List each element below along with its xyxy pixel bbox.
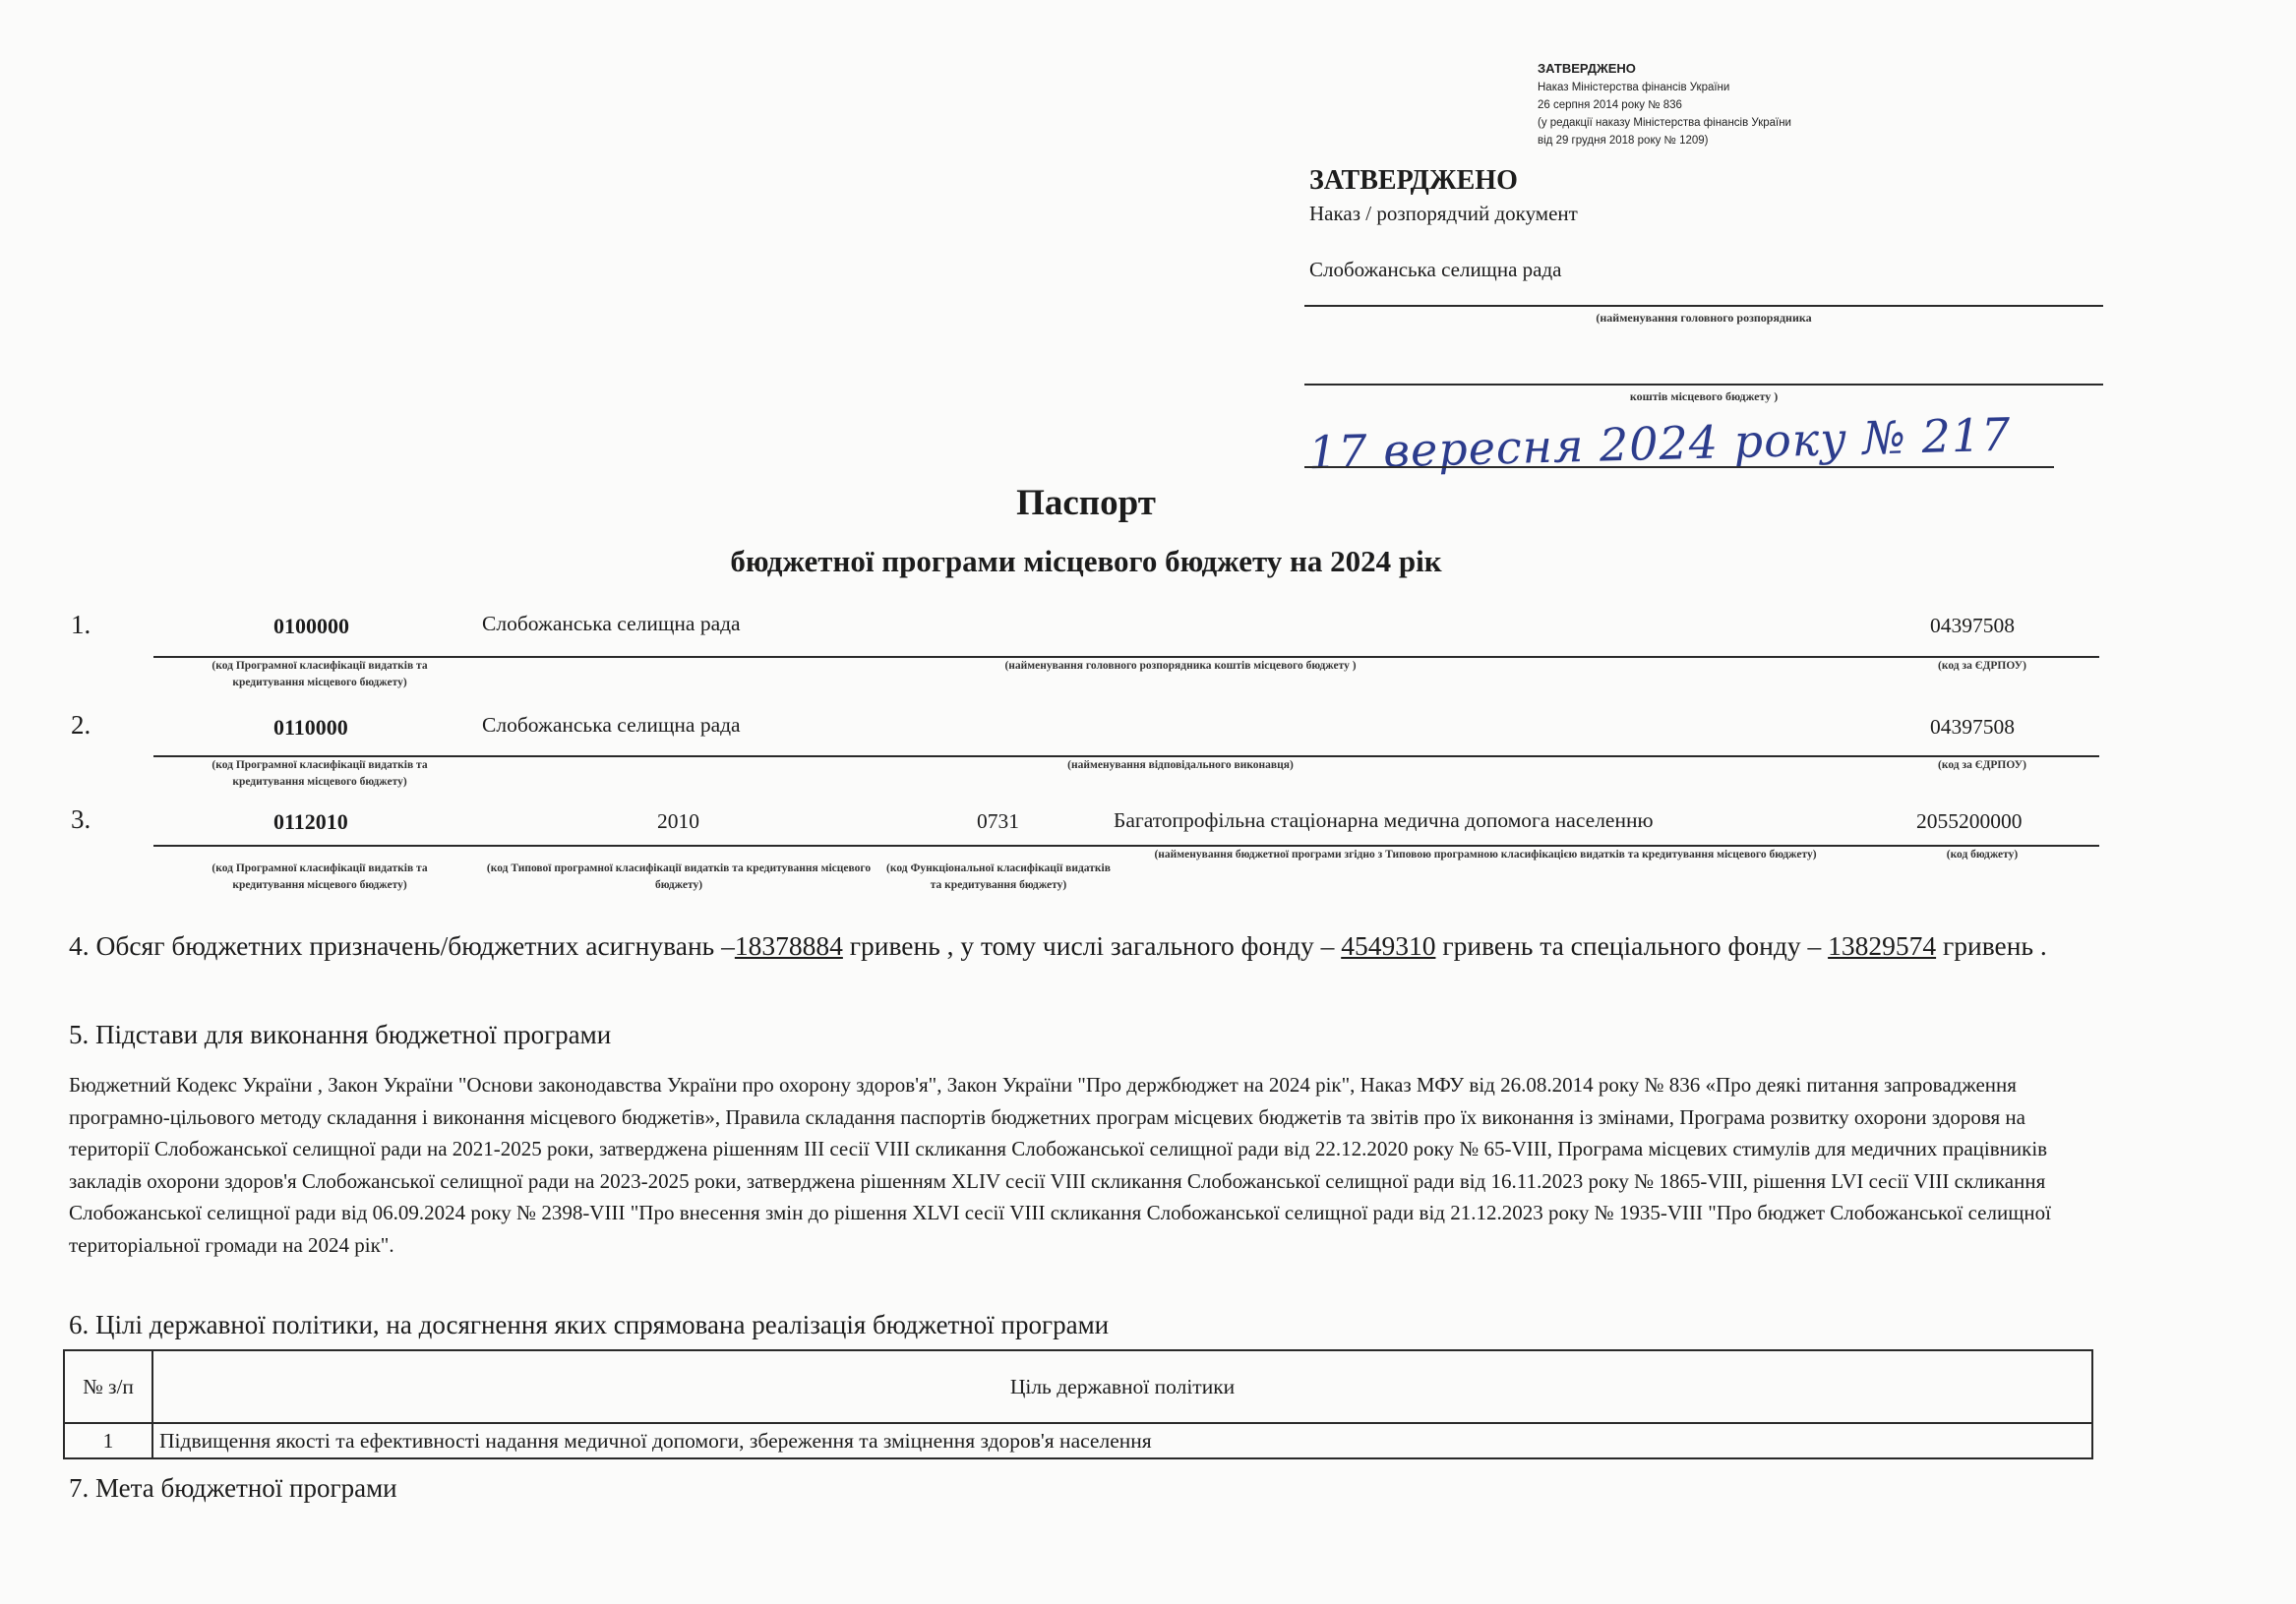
ministry-approval-line1: Наказ Міністерства фінансів України — [1538, 81, 1730, 93]
goal-row-num: 1 — [64, 1423, 152, 1458]
local-approval-title: ЗАТВЕРДЖЕНО — [1309, 165, 1518, 196]
goals-table — [63, 1349, 2093, 1459]
table-row — [64, 1423, 2092, 1458]
local-approval-org: Слобожанська селищна рада — [1309, 258, 1562, 281]
row3-caption-budget: (код бюджету) — [1946, 849, 2019, 861]
approval-divider-2 — [1304, 384, 2103, 386]
goals-col-num: № з/п — [64, 1350, 152, 1423]
ministry-approval-line3: (у редакції наказу Міністерства фінансів України — [1538, 116, 1791, 129]
approval-divider-3 — [1304, 466, 2054, 468]
goal-row-text: Підвищення якості та ефективності надання медичної допомоги, збереження та зміцнення здоров'я населення — [152, 1423, 2092, 1458]
row1-edrpou: 04397508 — [1930, 614, 2015, 637]
section4-allocation — [69, 924, 2091, 968]
row3-caption-code: (код Програмної класифікації видатків та кредитування місцевого бюджету) — [211, 862, 428, 892]
section4-special-fund: 13829574 — [1828, 930, 1937, 961]
row3-typical-code: 2010 — [657, 809, 699, 833]
row1-program-code: 0100000 — [273, 614, 349, 638]
section7-heading: 7. Мета бюджетної програми — [69, 1473, 397, 1503]
row3-budget-code: 2055200000 — [1916, 809, 2023, 833]
section4-total: 18378884 — [734, 930, 843, 961]
row1-caption-code: (код Програмної класифікації видатків та кредитування місцевого бюджету) — [211, 660, 428, 689]
section4-prefix: 4. Обсяг бюджетних призначень/бюджетних асигнувань – — [69, 930, 735, 961]
ministry-approval-title: ЗАТВЕРДЖЕНО — [1538, 61, 1636, 76]
row2-edrpou: 04397508 — [1930, 715, 2015, 739]
row1-caption-edrpou: (код за ЄДРПОУ) — [1938, 660, 2026, 672]
section4-mid1: гривень , у тому числі загального фонду – — [842, 930, 1342, 961]
row2-name: Слобожанська селищна рада — [482, 713, 741, 737]
section4-mid2: гривень та спеціального фонду – — [1435, 930, 1829, 961]
ministry-approval-line4: від 29 грудня 2018 року № 1209) — [1538, 134, 1709, 147]
section5-text: Бюджетний Кодекс України , Закон України "Основи законодавства України про охорону здоров'я", Закон України "Про держбюджет на 2024 рік", Наказ МФУ від 26.08.2014 року № 836 «Про деякі питання запровадження програмно-цільового методу складання і виконання місцевого бюджетів», Правила складання паспортів бюджетних програм місцевих бюджетів та звітів про їх виконання із змінами, Програма розвитку охорони здоровя на території Слобожанської селищної ради на 2021-2025 роки, затверджена рішенням ІІІ сесії VIII скликання Слобожанської селищної ради від 22.12.2020 року № 65-VІІІ, Програма місцевих стимулів для медичних працівників закладів охорони здоров'я Слобожанської селищної ради на 2023-2025 роки, затверджена рішенням XLIV сесії VIII скликання Слобожанської селищної ради від 16.11.2023 року № 1865-VІІІ, рішення LVI сесії VIII скликання Слобожанської селищної ради від 06.09.2024 року № 2398-VIII "Про внесення змін до рішення XLVI сесії VIII скликання Слобожанської селищної ради від 21.12.2023 року № 1935-VIII "Про бюджет Слобожанської селищної територіальної громади на 2024 рік". — [69, 1073, 2051, 1257]
row2-caption-edrpou: (код за ЄДРПОУ) — [1938, 759, 2026, 771]
ministry-approval-line2: 26 серпня 2014 року № 836 — [1538, 98, 1682, 111]
row3-functional-code: 0731 — [977, 809, 1019, 833]
row1-caption-name: (найменування головного розпорядника коштів місцевого бюджету ) — [1004, 660, 1357, 672]
document-subtitle: бюджетної програми місцевого бюджету на 2024 рік — [730, 544, 1442, 578]
approval-caption-2: коштів місцевого бюджету ) — [1629, 389, 1779, 403]
local-approval-doc-type: Наказ / розпорядчий документ — [1309, 202, 1578, 225]
row3-caption-program-name: (найменування бюджетної програми згідно з Типовою програмною класифікацією видатків та кредитування місцевого бюджету) — [1154, 849, 1817, 861]
goals-col-goal: Ціль державної політики — [152, 1350, 2092, 1423]
section6-heading: 6. Цілі державної політики, на досягнення яких спрямована реалізація бюджетної програми — [69, 1310, 1110, 1339]
row2-program-code: 0110000 — [273, 715, 348, 740]
row1-name: Слобожанська селищна рада — [482, 612, 741, 635]
section4-suffix: гривень . — [1936, 930, 2047, 961]
row3-program-name: Багатопрофільна стаціонарна медична допомога населенню — [1114, 808, 1654, 832]
ministry-approval-block — [1538, 59, 1791, 150]
row1-number: 1. — [71, 610, 91, 639]
row3-program-code: 0112010 — [273, 809, 348, 834]
handwritten-date-number: 17 вересня 2024 року № 217 — [1307, 407, 2013, 480]
document-title: Паспорт — [1016, 483, 1156, 523]
section4-general-fund: 4549310 — [1341, 930, 1436, 961]
section5-heading: 5. Підстави для виконання бюджетної програми — [69, 1020, 612, 1049]
approval-caption-1: (найменування головного розпорядника — [1596, 311, 1812, 325]
row3-caption-functional: (код Функціональної класифікації видатків та кредитування бюджету) — [886, 862, 1111, 892]
goals-table-header — [64, 1350, 2092, 1423]
row3-caption-typical: (код Типової програмної класифікації видатків та кредитування місцевого бюджету) — [486, 862, 872, 892]
row2-number: 2. — [71, 710, 91, 740]
approval-divider-1 — [1304, 305, 2103, 307]
row2-caption-code: (код Програмної класифікації видатків та кредитування місцевого бюджету) — [211, 759, 428, 789]
row2-caption-name: (найменування відповідального виконавця) — [1067, 759, 1294, 771]
row3-number: 3. — [71, 804, 91, 834]
